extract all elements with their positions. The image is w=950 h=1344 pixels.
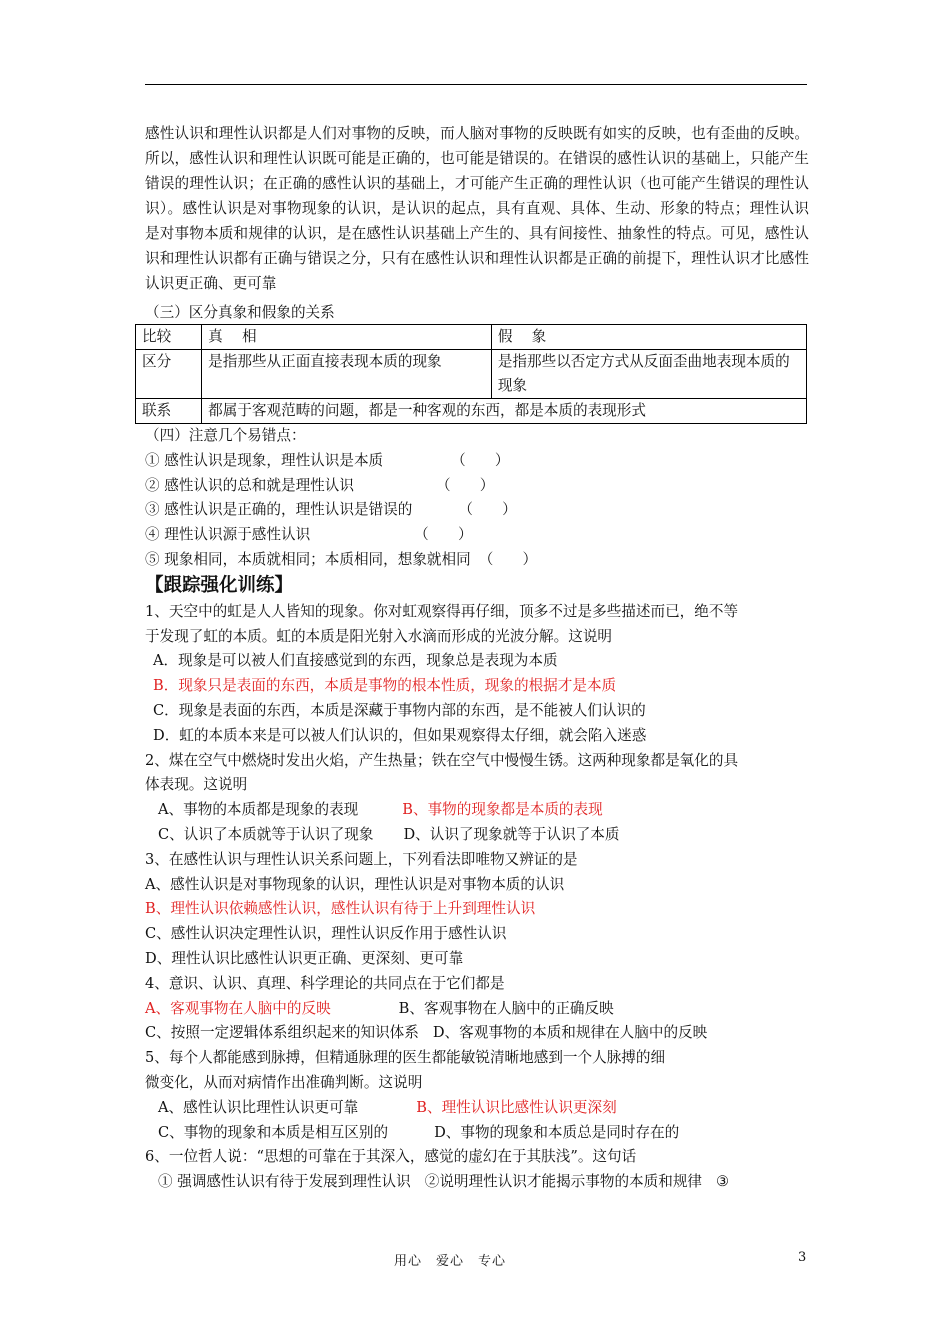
list-item: ⑤ 现象相同，本质就相同；本质相同，想象就相同 （ ） [145,550,538,568]
q5-stem: 5、每个人都能感到脉搏，但精通脉理的医生都能敏锐清晰地感到一个人脉搏的细 [145,1049,666,1067]
q5-stem-cont: 微变化，从而对病情作出准确判断。这说明 [145,1073,423,1091]
footer-motto: 用心 爱心 专心 [394,1254,507,1269]
list-item: ③ 感性认识是正确的，理性认识是错误的 （ ） [145,501,517,519]
q3-option-a: A、感性认识是对事物现象的认识，理性认识是对事物本质的认识 [145,875,565,893]
q1-option-c: C．现象是表面的东西，本质是深藏于事物内部的东西，是不能被人们认识的 [153,701,646,719]
q5-options-ab: A、感性认识比理性认识更可靠 B、理性认识比感性认识更深刻 [158,1098,617,1116]
q3-option-b-answer: B、理性认识依赖感性认识，感性认识有待于上升到理性认识 [145,900,536,918]
intro-paragraph: 感性认识和理性认识都是人们对事物的反映，而人脑对事物的反映既有如实的反映，也有歪曲的反映。所以，感性认识和理性认识既可能是正确的，也可能是错误的。在错误的感性认识的基础上，只能产生错误的理性认识；在正确的感性认识的基础上，才可能产生正确的理性认识（也可能产生错误的理性认识）。感性认识是对事物现象的认识，是认识的起点，具有直观、具体、生动、形象的特点；理性认识是对事物本质和规律的认识，是在感性认识基础上产生的、具有间接性、抽象性的特点。可见，感性认识和理性认识都有正确与错误之分，只有在感性认识和理性认识都是正确的前提下，理性认识才比感性认识更正确、更可靠 [145,125,809,292]
q1-stem-cont: 于发现了虹的本质。虹的本质是阳光射入水滴而形成的光波分解。这说明 [145,627,613,645]
q6-options: ① 强调感性认识有待于发展到理性认识 ②说明理性认识才能揭示事物的本质和规律 ③ [158,1173,730,1191]
q2-stem-cont: 体表现。这说明 [145,776,248,794]
table-row [136,350,807,399]
q3-stem: 3、在感性认识与理性认识关系问题上，下列看法即唯物又辨证的是 [145,850,578,868]
table-cell: 区分 [136,350,202,399]
table-cell: 联系 [136,399,202,424]
q3-option-c: C、感性认识决定理性认识，理性认识反作用于感性认识 [145,925,507,943]
q1-option-a: A．现象是可以被人们直接感觉到的东西，现象总是表现为本质 [153,652,558,670]
table-header-cell: 比较 [136,325,202,350]
q2-options-ab: A、事物的本质都是现象的表现 B、事物的现象都是本质的表现 [158,801,603,819]
q5-options-cd: C、事物的现象和本质是相互区别的 D、事物的现象和本质总是同时存在的 [158,1123,680,1141]
q4-stem: 4、意识、认识、真理、科学理论的共同点在于它们都是 [145,974,505,992]
table-cell: 都属于客观范畴的问题，都是一种客观的东西，都是本质的表现形式 [202,399,807,424]
list-item: ② 感性认识的总和就是理性认识 （ ） [145,476,495,494]
q1-option-d: D．虹的本质本来是可以被人们认识的，但如果观察得太仔细，就会陷入迷惑 [153,726,647,744]
page-content [142,121,809,1195]
q1-option-b-answer: B．现象只是表面的东西，本质是事物的根本性质，现象的根据才是本质 [153,677,617,695]
q2-stem: 2、煤在空气中燃烧时发出火焰，产生热量；铁在空气中慢慢生锈。这两种现象都是氧化的具 [145,751,739,769]
table-row [136,325,807,350]
section4-title: （四）注意几个易错点： [145,427,306,444]
list-item: ④ 理性认识源于感性认识 （ ） [145,526,473,544]
table-header-cell: 假 象 [491,325,806,350]
section3-title: （三）区分真象和假象的关系 [145,304,335,321]
table-row [136,399,807,424]
q4-options-cd: C、按照一定逻辑体系组织起来的知识体系 D、客观事物的本质和规律在人脑中的反映 [145,1024,708,1042]
q2-options-cd: C、认识了本质就等于认识了现象 D、认识了现象就等于认识了本质 [158,825,620,843]
table-header-cell: 真 相 [202,325,492,350]
table-cell: 是指那些以否定方式从反面歪曲地表现本质的现象 [491,350,806,399]
q4-options-ab: A、客观事物在人脑中的反映 B、客观事物在人脑中的正确反映 [145,999,614,1017]
header-rule [145,84,807,85]
page-number: 3 [798,1250,807,1265]
q6-stem: 6、一位哲人说：“思想的可靠在于其深入，感觉的虚幻在于其肤浅”。这句话 [145,1148,637,1166]
table-cell: 是指那些从正面直接表现本质的现象 [202,350,492,399]
q3-option-d: D、理性认识比感性认识更正确、更深刻、更可靠 [145,949,464,967]
truth-falsehood-table [135,324,807,424]
q1-stem: 1、天空中的虹是人人皆知的现象。你对虹观察得再仔细，顶多不过是多些描述而已，绝不等 [145,602,739,620]
training-heading: 【跟踪强化训练】 [145,574,294,596]
list-item: ① 感性认识是现象，理性认识是本质 （ ） [145,451,510,469]
